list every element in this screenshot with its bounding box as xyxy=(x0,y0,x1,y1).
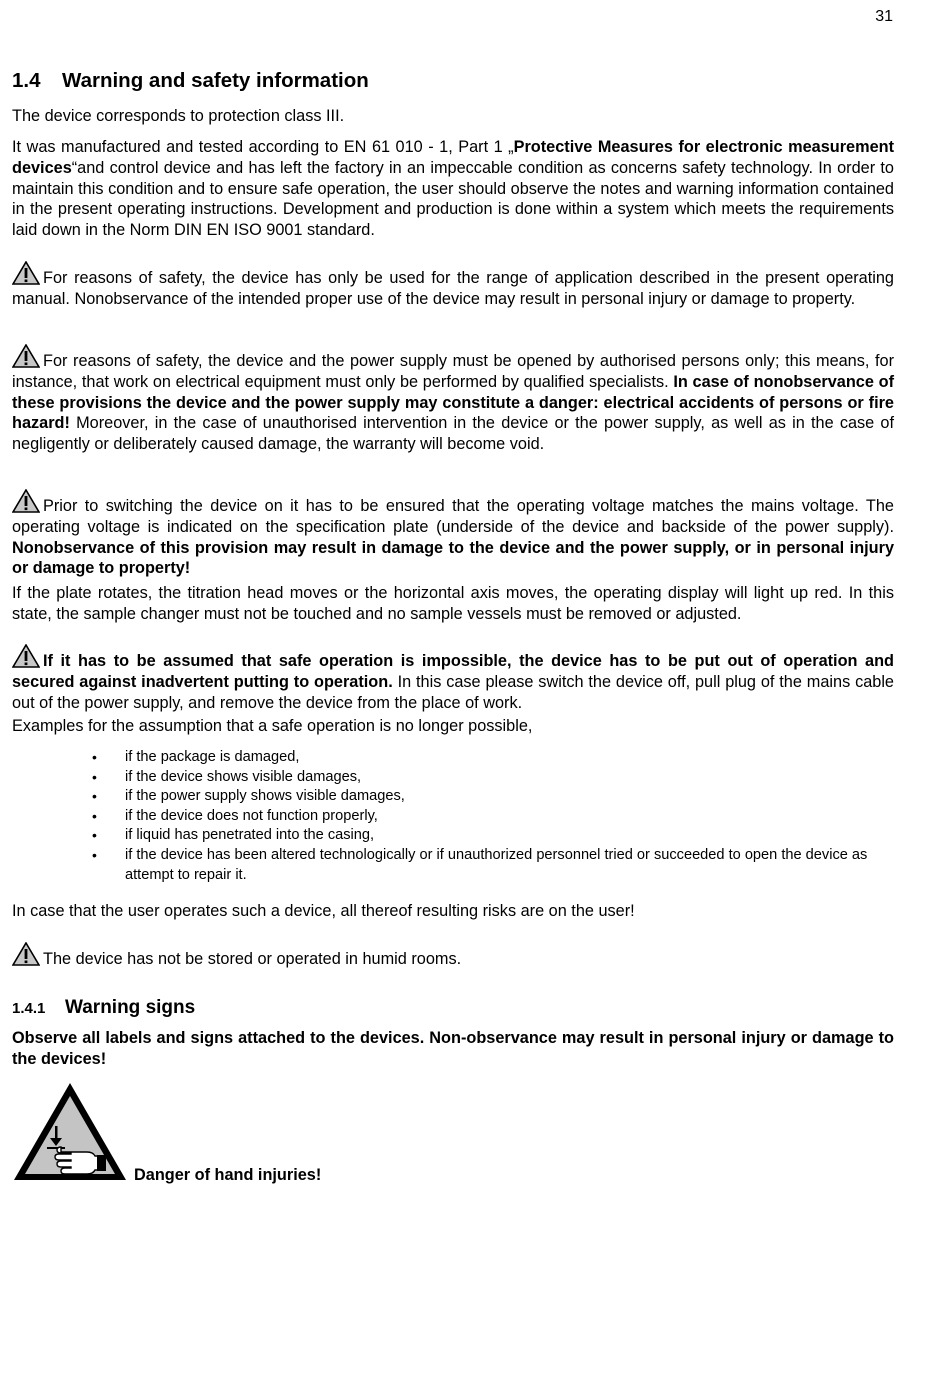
subsection-heading xyxy=(12,994,195,1021)
list-item: • if the device has been altered technologically or if unauthorized personnel tried or succeeded to open the device as attempt to repair it. xyxy=(92,846,882,885)
paragraph-text: If the plate rotates, the titration head moves or the horizontal axis moves, the operating display will light up red. In this state, the sample changer must not be touched and no sample vessels must be removed or adjusted. xyxy=(12,584,894,623)
text-run: Prior to switching the device on it has to be ensured that the operating voltage matches the mains voltage. The operating voltage is indicated on the specification plate (underside of the device and backside of the power supply). xyxy=(12,497,894,536)
section-heading xyxy=(12,68,369,94)
plate-rotation-paragraph xyxy=(12,583,894,625)
bold-text: In case of nonobservance of these provisions the device and the power supply may constitute a danger: electrical accidents of persons or fire hazard! xyxy=(12,372,894,433)
list-item: • if the device shows visible damages, xyxy=(92,768,882,788)
section-title: Warning and safety information xyxy=(62,69,369,92)
paragraph-text xyxy=(12,489,894,579)
paragraph-text xyxy=(12,344,894,455)
bold-text: If it has to be assumed that safe operation is impossible, the device has to be put out of operation and secured against inadvertent putting to operation. xyxy=(12,652,894,691)
warning-application-range xyxy=(12,261,894,310)
text-run: “and control device and has left the factory in an impeccable condition as concerns safety technology. In order to maintain this condition and to ensure safe operation, the user should observe the notes and warning information contained in the present operating instructions. Development and production is done within a system which meets the requirements laid down in the Norm DIN EN ISO 9001 standard. xyxy=(12,158,894,240)
text-run: It was manufactured and tested according to EN 61 010 - 1, Part 1 „ xyxy=(12,138,514,156)
text-run: Moreover, in the case of unauthorised intervention in the device or the power supply, as well as in the case of negligently or deliberately caused damage, the warranty will become void. xyxy=(12,414,894,454)
list-item: • if the package is damaged, xyxy=(92,748,882,768)
warning-humid-rooms xyxy=(12,942,894,970)
hand-injury-caption: Danger of hand injuries! xyxy=(134,1166,322,1184)
warning-triangle-icon xyxy=(12,644,40,668)
bold-text: Protective Measures for electronic measurement devices xyxy=(12,138,894,177)
warning-triangle-icon xyxy=(12,489,40,513)
subsection-number: 1.4.1 xyxy=(12,1000,46,1017)
subsection-title: Warning signs xyxy=(65,997,196,1018)
text-run: The device has not be stored or operated in humid rooms. xyxy=(43,950,462,968)
bold-text: Observe all labels and signs attached to the devices. Non-observance may result in personal injury or damage to the devices! xyxy=(12,1029,894,1068)
protection-class-paragraph xyxy=(12,106,894,127)
paragraph-text xyxy=(12,644,894,713)
paragraph-text: In case that the user operates such a device, all thereof resulting risks are on the user! xyxy=(12,902,635,920)
manufacture-paragraph xyxy=(12,137,894,241)
hand-injury-sign-icon xyxy=(11,1080,129,1183)
warning-triangle-icon xyxy=(12,344,40,368)
paragraph-text: The device corresponds to protection class III. xyxy=(12,107,345,125)
list-item: • if liquid has penetrated into the casing, xyxy=(92,826,882,846)
paragraph-text: Examples for the assumption that a safe operation is no longer possible, xyxy=(12,717,533,735)
warning-triangle-icon xyxy=(12,261,40,285)
paragraph-text xyxy=(12,137,894,241)
warning-operating-voltage xyxy=(12,489,894,579)
text-run: In this case please switch the device off, pull plug of the mains cable out of the power supply, and remove the device from the place of work. xyxy=(12,672,894,712)
paragraph-text xyxy=(12,261,894,310)
list-item: • if the power supply shows visible damages, xyxy=(92,787,882,807)
risk-paragraph xyxy=(12,901,894,922)
paragraph-text xyxy=(12,1028,894,1070)
text-run: For reasons of safety, the device and the power supply must be opened by authorised persons only; this means, for instance, that work on electrical equipment must only be performed by qualified specialists. xyxy=(12,352,894,391)
section-number: 1.4 xyxy=(12,69,41,92)
page-number: 31 xyxy=(875,8,893,25)
text-run: For reasons of safety, the device has only be used for the range of application described in the present operating manual. Nonobservance of the intended proper use of the device may result in personal injury or damage to property. xyxy=(12,269,894,308)
paragraph-text xyxy=(12,942,894,970)
bold-text: Nonobservance of this provision may result in damage to the device and the power supply, or in personal injury or damage to property! xyxy=(12,538,894,578)
observe-labels-paragraph xyxy=(12,1028,894,1070)
warning-triangle-icon xyxy=(12,942,40,966)
list-item: • if the device does not function properly, xyxy=(92,807,882,827)
warning-authorised-persons xyxy=(12,344,894,455)
examples-paragraph xyxy=(12,716,894,737)
warning-safe-operation xyxy=(12,644,894,713)
unsafe-conditions-list xyxy=(92,748,882,885)
